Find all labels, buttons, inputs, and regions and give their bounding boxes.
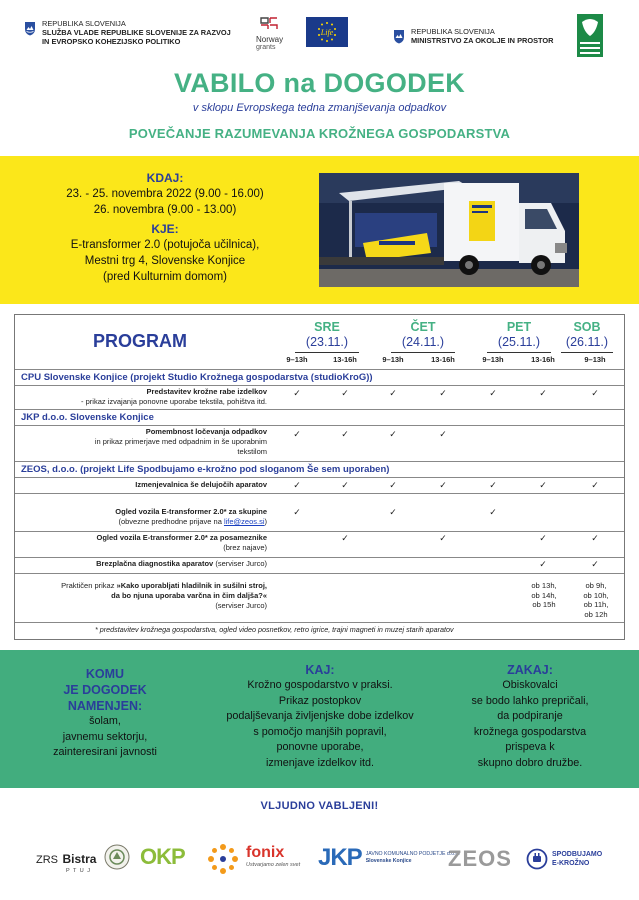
activity-note: (serviser Jurco) <box>213 559 267 568</box>
day-header-sat <box>557 320 617 353</box>
page-subtitle: v sklopu Evropskega tedna zmanjševanja odpadkov <box>192 102 447 114</box>
check-mark: ✓ <box>341 480 349 490</box>
what-line: podaljševanja življenjske dobe izdelkov <box>226 710 414 722</box>
audience-heading: KOMU <box>85 667 125 681</box>
row-divider <box>15 493 624 494</box>
why-line: skupno dobro družbe. <box>477 756 583 769</box>
gov-right-line-2: MINISTRSTVO ZA OKOLJE IN PROSTOR <box>411 36 554 45</box>
header-logos <box>0 0 639 66</box>
row-divider <box>15 622 624 623</box>
spodbujamo-line-2: E-KROŽNO <box>552 860 590 867</box>
day-underline <box>561 352 613 353</box>
eu-life-text: Life <box>320 28 334 37</box>
check-mark: ✓ <box>293 388 301 398</box>
time-entry: ob 9h, <box>585 581 607 590</box>
check-mark: ✓ <box>591 388 599 398</box>
activity-exchange <box>15 480 267 490</box>
slot-label: 9–13h <box>584 355 606 364</box>
activity-appliance-demo <box>15 581 267 611</box>
activity-note: (serviser Jurco) <box>215 601 267 610</box>
section-jkp: JKP d.o.o. Slovenske Konjice <box>21 412 154 423</box>
activity-diagnostics <box>15 559 267 569</box>
what-line: izmenjave izdelkov itd. <box>265 756 375 769</box>
why-line: da podpiranje <box>497 710 563 722</box>
activity-circular-use <box>15 387 267 407</box>
what-line: ponovne uporabe, <box>276 741 364 753</box>
row-divider <box>15 573 624 574</box>
slot-label: 9–13h <box>382 355 404 364</box>
check-mark: ✓ <box>439 388 447 398</box>
program-footnote: * predstavitev krožnega gospodarstva, ogled video posnetkov, retro igrice, trajni magneti in muzej starih aparatov <box>95 625 454 634</box>
norway-flag-icon <box>259 16 279 30</box>
slot-label: 9–13h <box>286 355 308 364</box>
activity-title: Izmenjevalnica še delujočih aparatov <box>135 480 267 489</box>
where-line-1: E-transformer 2.0 (potujoča učilnica), <box>70 239 260 251</box>
eu-flag-icon <box>307 18 347 46</box>
day-date: (23.11.) <box>305 335 349 349</box>
why-line: Obiskovalci <box>502 679 558 691</box>
row-divider <box>15 425 624 426</box>
check-mark: ✓ <box>341 429 349 439</box>
check-mark: ✓ <box>293 480 301 490</box>
row-divider <box>15 461 624 462</box>
where-line-3: (pred Kulturnim domom) <box>103 271 227 283</box>
activity-waste-sorting <box>15 427 267 457</box>
slot-label: 13-16h <box>333 355 357 364</box>
partner-logos <box>0 838 639 888</box>
sun-star-icon <box>206 842 240 876</box>
time-entry: ob 14h, <box>531 590 557 600</box>
activity-note: tekstilom <box>237 447 267 456</box>
what-line: Krožno gospodarstvo v praksi. <box>247 679 393 691</box>
logo-norway-grants <box>256 16 290 52</box>
row-divider <box>15 385 624 386</box>
spodbujamo-line-1: SPODBUJAMO <box>552 851 603 858</box>
demo-times-friday <box>524 581 564 610</box>
logo-okp: OKP <box>140 844 185 869</box>
audience-line: zainteresirani javnosti <box>53 746 157 758</box>
activity-note: in prikaz primerjave med odpadnim in še uporabnim <box>94 437 267 446</box>
time-entry: ob 12h <box>584 609 608 619</box>
logo-zrs-bistra <box>36 850 96 874</box>
when-line-2: 26. novembra (9.00 - 13.00) <box>93 204 237 216</box>
activity-note: (brez najave) <box>223 543 267 552</box>
check-mark: ✓ <box>539 388 547 398</box>
gov-left-line-1: REPUBLIKA SLOVENIJA <box>42 19 126 28</box>
where-label: KJE: <box>151 222 179 236</box>
program-table <box>14 314 625 640</box>
activity-title: Brezplačna diagnostika aparatov <box>96 559 214 568</box>
section-zeos: ZEOS, d.o.o. (projekt Life Spodbujamo e-krožno pod sloganom Še sem uporaben) <box>21 464 390 475</box>
coat-of-arms-icon <box>24 21 36 36</box>
check-mark: ✓ <box>539 533 547 543</box>
check-mark: ✓ <box>439 429 447 439</box>
what-line: Prikaz postopkov <box>278 694 362 707</box>
activity-title: Predstavitev krožne rabe izdelkov <box>146 387 267 396</box>
row-divider <box>15 409 624 410</box>
day-header-fri <box>479 320 559 353</box>
activity-note: (obvezne predhodne prijave na <box>118 517 224 526</box>
audience-heading: NAMENJEN: <box>67 699 143 713</box>
check-mark: ✓ <box>591 559 599 569</box>
page-title: VABILO na DOGODEK <box>173 68 466 98</box>
activity-note: ) <box>264 517 267 526</box>
logo-jkp <box>318 844 460 872</box>
program-title: PROGRAM <box>93 331 187 351</box>
time-entry: ob 11h, <box>583 600 609 609</box>
row-divider <box>15 477 624 478</box>
ptuj-text: P T U J <box>66 868 92 874</box>
when-where-text <box>40 170 290 285</box>
row-divider <box>15 557 624 558</box>
when-line-1: 23. - 25. novembra 2022 (9.00 - 16.00) <box>66 188 264 200</box>
norway-subtitle: grants <box>256 44 276 51</box>
why-line: prispeva k <box>505 741 555 753</box>
row-divider <box>15 369 624 370</box>
activity-group-tour <box>15 507 267 527</box>
check-mark: ✓ <box>539 559 547 569</box>
activity-note: Praktičen prikaz <box>61 581 117 590</box>
day-date: (25.11.) <box>497 335 541 349</box>
zrs-text: ZRS <box>36 854 58 866</box>
when-label: KDAJ: <box>146 171 184 185</box>
why-heading: ZAKAJ: <box>507 663 553 677</box>
logo-zeos: ZEOS <box>448 846 512 871</box>
leaf-icon <box>577 14 603 57</box>
check-mark: ✓ <box>389 429 397 439</box>
demo-times-saturday <box>576 581 616 619</box>
slot-label: 13-16h <box>431 355 455 364</box>
day-underline <box>391 352 455 353</box>
jkp-line-1: JAVNO KOMUNALNO PODJETJE d.o.o. <box>365 851 460 857</box>
check-mark: ✓ <box>539 480 547 490</box>
activity-note: - prikaz izvajanja ponovne uporabe tekstila, pohištva itd. <box>81 397 267 406</box>
check-mark: ✓ <box>489 388 497 398</box>
municipality-seal-icon <box>104 844 130 870</box>
row-divider <box>15 531 624 532</box>
what-line: s pomočjo manjših popravil, <box>253 725 387 738</box>
coat-of-arms-icon <box>393 29 405 44</box>
day-date: (26.11.) <box>565 335 609 349</box>
check-mark: ✓ <box>591 480 599 490</box>
logo-spodbujamo <box>526 848 602 870</box>
day-name: PET <box>506 320 532 334</box>
signup-email-link[interactable]: life@zeos.si <box>223 517 265 526</box>
bistra-text: Bistra <box>62 852 97 866</box>
day-header-wed <box>287 320 367 353</box>
info-what <box>220 662 420 771</box>
day-header-thu <box>383 320 463 353</box>
gov-left-line-2: SLUŽBA VLADE REPUBLIKE SLOVENIJE ZA RAZVOJ <box>42 28 231 37</box>
when-where-band <box>0 156 639 304</box>
logo-mop <box>393 27 554 45</box>
check-mark: ✓ <box>489 480 497 490</box>
day-date: (24.11.) <box>401 335 445 349</box>
what-heading: KAJ: <box>305 663 335 677</box>
day-name: ČET <box>410 320 436 334</box>
fonix-text: fonix <box>246 844 285 861</box>
norway-title: Norway <box>256 35 284 44</box>
logo-eu-life <box>306 17 348 47</box>
time-entry: ob 15h <box>532 600 556 609</box>
activity-title: Pomembnost ločevanja odpadkov <box>145 427 267 436</box>
audience-line: javnemu sektorju, <box>62 730 148 743</box>
check-mark: ✓ <box>389 388 397 398</box>
where-line-2: Mestni trg 4, Slovenske Konjice <box>84 255 246 267</box>
gov-right-line-1: REPUBLIKA SLOVENIJA <box>411 27 495 36</box>
jkp-text: JKP <box>318 844 362 871</box>
day-name: SRE <box>314 320 340 334</box>
activity-title: »Kako uporabljati hladilnik in sušilni stroj, <box>116 581 267 590</box>
day-underline <box>487 352 551 353</box>
check-mark: ✓ <box>389 507 397 517</box>
activity-title: Ogled vozila E-transformer 2.0* za skupine <box>115 507 267 516</box>
time-entry: ob 13h, <box>531 581 557 590</box>
audience-heading: JE DOGODEK <box>63 683 147 697</box>
section-cpu: CPU Slovenske Konjice (projekt Studio Krožnega gospodarstva (studioKroG)) <box>21 372 373 383</box>
check-mark: ✓ <box>293 429 301 439</box>
check-mark: ✓ <box>341 388 349 398</box>
check-mark: ✓ <box>341 533 349 543</box>
activity-title: da bo njuna uporaba varčna in čim daljša?« <box>111 591 267 600</box>
check-mark: ✓ <box>439 480 447 490</box>
day-underline <box>295 352 359 353</box>
activity-title: Ogled vozila E-transformer 2.0* za posameznike <box>96 533 267 542</box>
truck-image <box>319 173 579 287</box>
day-name: SOB <box>573 320 601 334</box>
check-mark: ✓ <box>293 507 301 517</box>
why-line: krožnega gospodarstva <box>473 725 587 738</box>
power-plug-icon <box>526 848 548 870</box>
why-line: se bodo lahko prepričali, <box>471 694 589 707</box>
info-audience <box>20 666 190 761</box>
logo-fonix <box>246 844 300 868</box>
event-theme: POVEČANJE RAZUMEVANJA KROŽNEGA GOSPODARSTVA <box>128 126 511 141</box>
info-why <box>440 662 620 771</box>
gov-left-line-3: IN EVROPSKO KOHEZIJSKO POLITIKO <box>42 37 181 46</box>
logo-svrk <box>24 19 231 46</box>
jkp-line-2: Slovenske Konjice <box>365 858 412 864</box>
slot-label: 13-16h <box>531 355 555 364</box>
invitation-closing: VLJUDNO VABLJENI! <box>260 800 379 812</box>
time-entry: ob 10h, <box>583 590 609 600</box>
logo-environment-agency <box>577 14 603 57</box>
check-mark: ✓ <box>389 480 397 490</box>
activity-individual-tour <box>15 533 267 553</box>
info-band <box>0 650 639 788</box>
fonix-slogan: Ustvarjamo zelen svet <box>246 862 301 868</box>
check-mark: ✓ <box>489 507 497 517</box>
truck-photo <box>319 173 579 287</box>
check-mark: ✓ <box>591 533 599 543</box>
slot-label: 9–13h <box>482 355 504 364</box>
audience-line: šolam, <box>89 715 121 727</box>
check-mark: ✓ <box>439 533 447 543</box>
